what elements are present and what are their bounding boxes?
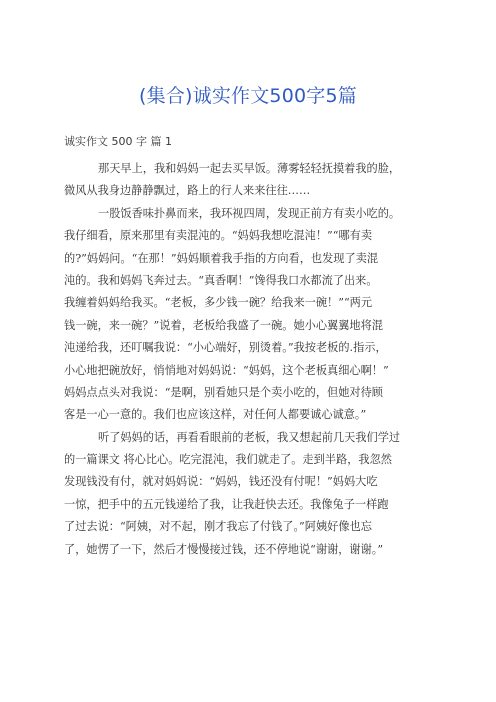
- paragraph-line: 的一篇课文 将心比心。吃完混沌，我们就走了。走到半路，我忽然: [64, 453, 392, 467]
- paragraph-line: 钱一碗，来一碗？”说着，老板给我盛了一碗。她小心翼翼地将混: [64, 318, 383, 332]
- paragraph-line: 听了妈妈的话，再看看眼前的老板，我又想起前几天我们学过: [98, 430, 401, 444]
- document-title: (集合)诚实作文500字5篇: [139, 85, 357, 107]
- article-body: [64, 134, 436, 561]
- paragraph-line: 沌的。我和妈妈飞奔过去。“真香啊！”馋得我口水都流了出来。: [64, 273, 378, 287]
- paragraph-line: 我缠着妈妈给我买。“老板，多少钱一碗？给我来一碗！”“两元: [64, 296, 373, 310]
- section-heading: 诚实作文 500 字 篇 1: [64, 135, 172, 148]
- paragraph-line: 了过去说：“阿姨，对不起，刚才我忘了付钱了。”阿姨好像也忘: [64, 520, 372, 534]
- paragraph-line: 小心地把碗放好，悄悄地对妈妈说：“妈妈，这个老板真细心啊！”: [64, 363, 389, 377]
- paragraph-line: 一惊，把手中的五元钱递给了我，让我赶快去还。我像兔子一样跑: [64, 497, 389, 511]
- paragraph-line: 一股饭香味扑鼻而来，我环视四周，发现正前方有卖小吃的。: [98, 206, 401, 220]
- paragraph-line: 了，她愣了一下，然后才慢慢接过钱，还不停地说“谢谢，谢谢。”: [64, 542, 384, 556]
- paragraph-line: 客是一心一意的。我们也应该这样，对任何人都要诚心诚意。”: [64, 408, 367, 422]
- paragraph-line: 发现钱没有付，就对妈妈说：“妈妈，钱还没有付呢！”妈妈大吃: [64, 475, 378, 489]
- paragraph-line: 那天早上，我和妈妈一起去买早饭。薄雾轻轻抚摸着我的脸，: [98, 162, 401, 175]
- paragraph-line: 微风从我身边静静飘过，路上的行人来来往往……: [64, 184, 311, 198]
- paragraph-line: 我仔细看，原来那里有卖混沌的。“妈妈我想吃混沌！”“哪有卖: [64, 229, 373, 243]
- paragraph-line: 妈妈点点头对我说：“是啊，别看她只是个卖小吃的，但她对待顾: [64, 385, 383, 399]
- paragraph-line: 沌递给我，还叮嘱我说：“小心端好，别烫着。”我按老板的.指示，: [64, 341, 387, 355]
- paragraph-line: 的?”妈妈问。“在那！”妈妈顺着我手指的方向看，也发现了卖混: [64, 251, 379, 265]
